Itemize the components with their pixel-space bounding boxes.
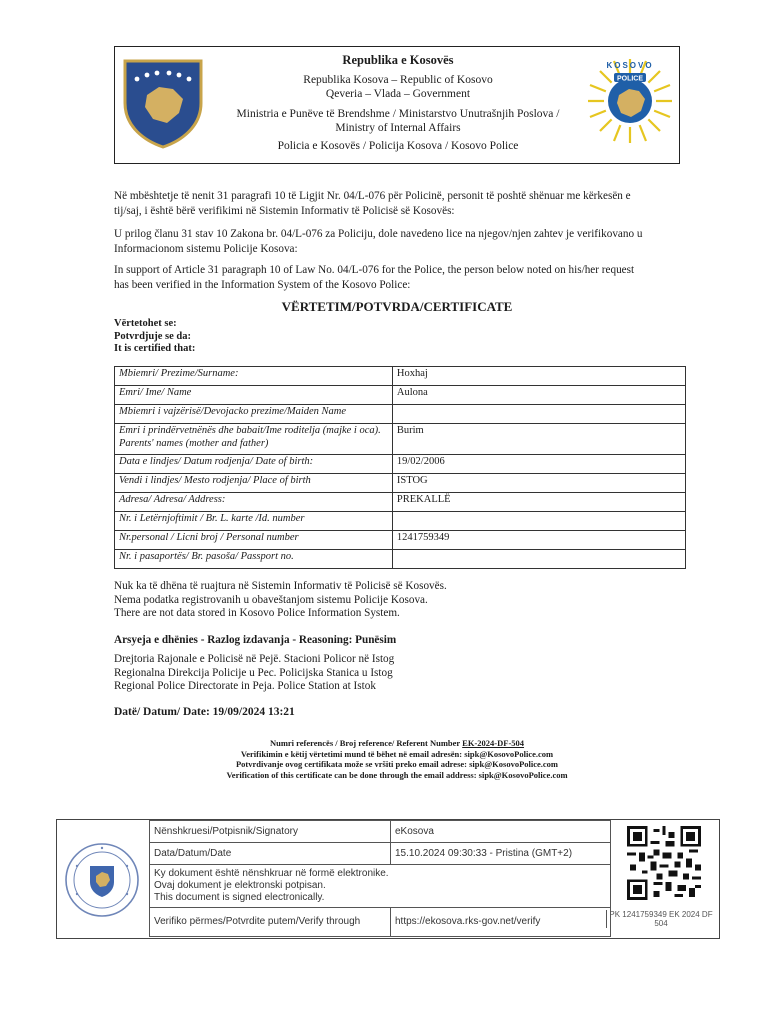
- reference-block: [114, 738, 680, 780]
- table-row: [150, 908, 611, 937]
- certified-sq: Vërtetohet se:: [114, 318, 177, 329]
- person-data-table: [114, 366, 686, 569]
- row-label: Emri i prindërvetnënës dhe babait/Ime roditelja (majke i oca). Parents' names (mother and father): [115, 424, 393, 455]
- police-directorate: [114, 653, 394, 694]
- row-value: Hoxhaj: [392, 367, 685, 386]
- intro-english: In support of Article 31 paragraph 10 of Law No. 04/L-076 for the Police, the person below noted on his/her request has been verified in the Information System of the Kosovo Police:: [114, 264, 635, 291]
- signatory-value: eKosova: [391, 821, 611, 843]
- svg-text:POLICE: POLICE: [616, 75, 644, 83]
- ekosova-seal-icon: [63, 830, 141, 931]
- table-row: [115, 367, 686, 386]
- table-row: [150, 865, 611, 908]
- row-value: [392, 512, 685, 531]
- verification-qr-code[interactable]: [627, 826, 701, 905]
- row-label: Emri/ Ime/ Name: [115, 386, 393, 405]
- row-label: Nr.personal / Licni broj / Personal number: [115, 531, 393, 550]
- header-line-ministry: Ministria e Punëve të Brendshme / Ministarstvo Unutrašnjih Poslova /: [236, 108, 560, 120]
- table-row: [115, 531, 686, 550]
- pk-reference-code: PK 1241759349 EK 2024 DF 504: [606, 910, 715, 928]
- table-row: [115, 550, 686, 569]
- svg-text:KOSOVO: KOSOVO: [606, 61, 654, 70]
- table-row: [115, 512, 686, 531]
- date-value: 15.10.2024 09:30:33 - Pristina (GMT+2): [391, 843, 611, 865]
- signatory-label: Nënshkruesi/Potpisnik/Signatory: [150, 821, 391, 843]
- table-row: [150, 821, 611, 843]
- row-value: Burim: [392, 424, 685, 455]
- certificate-title: VËRTETIM/POTVRDA/CERTIFICATE: [281, 299, 513, 314]
- directorate-en: Regional Police Directorate in Peja. Police Station at Istok: [114, 680, 376, 692]
- table-row: [115, 386, 686, 405]
- signed-note-en: This document is signed electronically.: [154, 892, 325, 903]
- table-row: [115, 405, 686, 424]
- row-label: Data e lindjes/ Datum rodjenja/ Date of birth:: [115, 455, 393, 474]
- row-label: Mbiemri/ Prezime/Surname:: [115, 367, 393, 386]
- row-label: Adresa/ Adresa/ Address:: [115, 493, 393, 512]
- issuance-reason: Arsyeja e dhënies - Razlog izdavanja - Reasoning: Punësim: [114, 634, 397, 646]
- row-value: ISTOG: [392, 474, 685, 493]
- verify-url[interactable]: https://ekosova.rks-gov.net/verify: [391, 908, 611, 937]
- header-line-ministry-en: Ministry of Internal Affairs: [335, 122, 461, 134]
- e-signature-box: [56, 819, 720, 939]
- row-value: PREKALLË: [392, 493, 685, 512]
- signed-note-sq: Ky dokument është nënshkruar në formë elektronike.: [154, 868, 389, 879]
- row-label: Mbiemri i vajzërisë/Devojacko prezime/Maiden Name: [115, 405, 393, 424]
- table-row: [115, 424, 686, 455]
- table-row: [115, 474, 686, 493]
- reference-verify-sr: Potvrdivanje ovog certifikata može se vršiti preko email adrese: sipk@KosovoPolice.com: [235, 759, 559, 769]
- header-line-police: Policia e Kosovës / Policija Kosova / Kosovo Police: [277, 140, 519, 152]
- no-data-en: There are not data stored in Kosovo Police Information System.: [114, 607, 400, 619]
- signature-table: [149, 820, 611, 937]
- row-value: 19/02/2006: [392, 455, 685, 474]
- no-data-statement: [114, 580, 447, 621]
- date-label: Data/Datum/Date: [150, 843, 391, 865]
- kosovo-police-badge-icon: [585, 55, 675, 152]
- row-value: [392, 405, 685, 424]
- certified-sr: Potvrdjuje se da:: [114, 330, 191, 342]
- row-value: [392, 550, 685, 569]
- row-value: 1241759349: [392, 531, 685, 550]
- directorate-sq: Drejtoria Rajonale e Policisë në Pejë. Stacioni Policor në Istog: [114, 653, 395, 665]
- header-line-republic: Republika Kosova – Republic of Kosovo: [303, 74, 493, 86]
- intro-serbian: U prilog članu 31 stav 10 Zakona br. 04/L-076 za Policiju, dole navedeno lice na njegov/njen zahtev je verifikovano u Informacionom sistemu Policije Kosova:: [114, 228, 643, 255]
- intro-albanian: Në mbështetje të nenit 31 paragrafi 10 të Ligjit Nr. 04/L-076 për Policinë, personit të poshtë shënuar me kërkesën e tij/saj, i është bërë verifikimi në Sistemin Informativ të Policisë së Kosovës:: [114, 190, 631, 217]
- kosovo-coat-of-arms-icon: [119, 57, 207, 154]
- header-line-government: Qeveria – Vlada – Government: [325, 88, 471, 100]
- issue-date: Datë/ Datum/ Date: 19/09/2024 13:21: [114, 706, 295, 718]
- certified-en: It is certified that:: [114, 343, 196, 354]
- table-row: [115, 493, 686, 512]
- row-label: Nr. i Letërnjoftimit / Br. L. karte /Id. number: [115, 512, 393, 531]
- reference-number-line: [114, 738, 680, 749]
- directorate-sr: Regionalna Direkcija Policije u Pec. Policijska Stanica u Istog: [114, 666, 393, 679]
- header-title: Republika e Kosovës: [342, 53, 454, 67]
- table-row: [150, 843, 611, 865]
- row-label: Nr. i pasaportës/ Br. pasoša/ Passport no.: [115, 550, 393, 569]
- header-box: [114, 46, 680, 164]
- no-data-sq: Nuk ka të dhëna të ruajtura në Sistemin Informativ të Policisë së Kosovës.: [114, 580, 447, 592]
- reference-verify-en: Verification of this certificate can be done through the email address: sipk@KosovoPolice.com: [226, 769, 568, 780]
- certified-block: [114, 318, 195, 356]
- row-value: Aulona: [392, 386, 685, 405]
- reference-label: Numri referencës / Broj reference/ Referent Number: [269, 738, 463, 748]
- verify-label: Verifiko përmes/Potvrdite putem/Verify through: [150, 908, 391, 937]
- signed-note-sr: Ovaj dokument je elektronski potpisan.: [154, 880, 326, 891]
- signed-electronically-note: [150, 865, 611, 908]
- table-row: [115, 455, 686, 474]
- reference-verify-sq: Verifikimin e këtij vërtetimi mund të bëhet në email adresën: sipk@KosovoPolice.com: [240, 748, 554, 759]
- row-label: Vendi i lindjes/ Mesto rodjenja/ Place of birth: [115, 474, 393, 493]
- no-data-sr: Nema podatka registrovanih u obaveštanjom sistemu Policije Kosova.: [114, 593, 428, 606]
- reference-number: EK-2024-DF-504: [462, 738, 525, 748]
